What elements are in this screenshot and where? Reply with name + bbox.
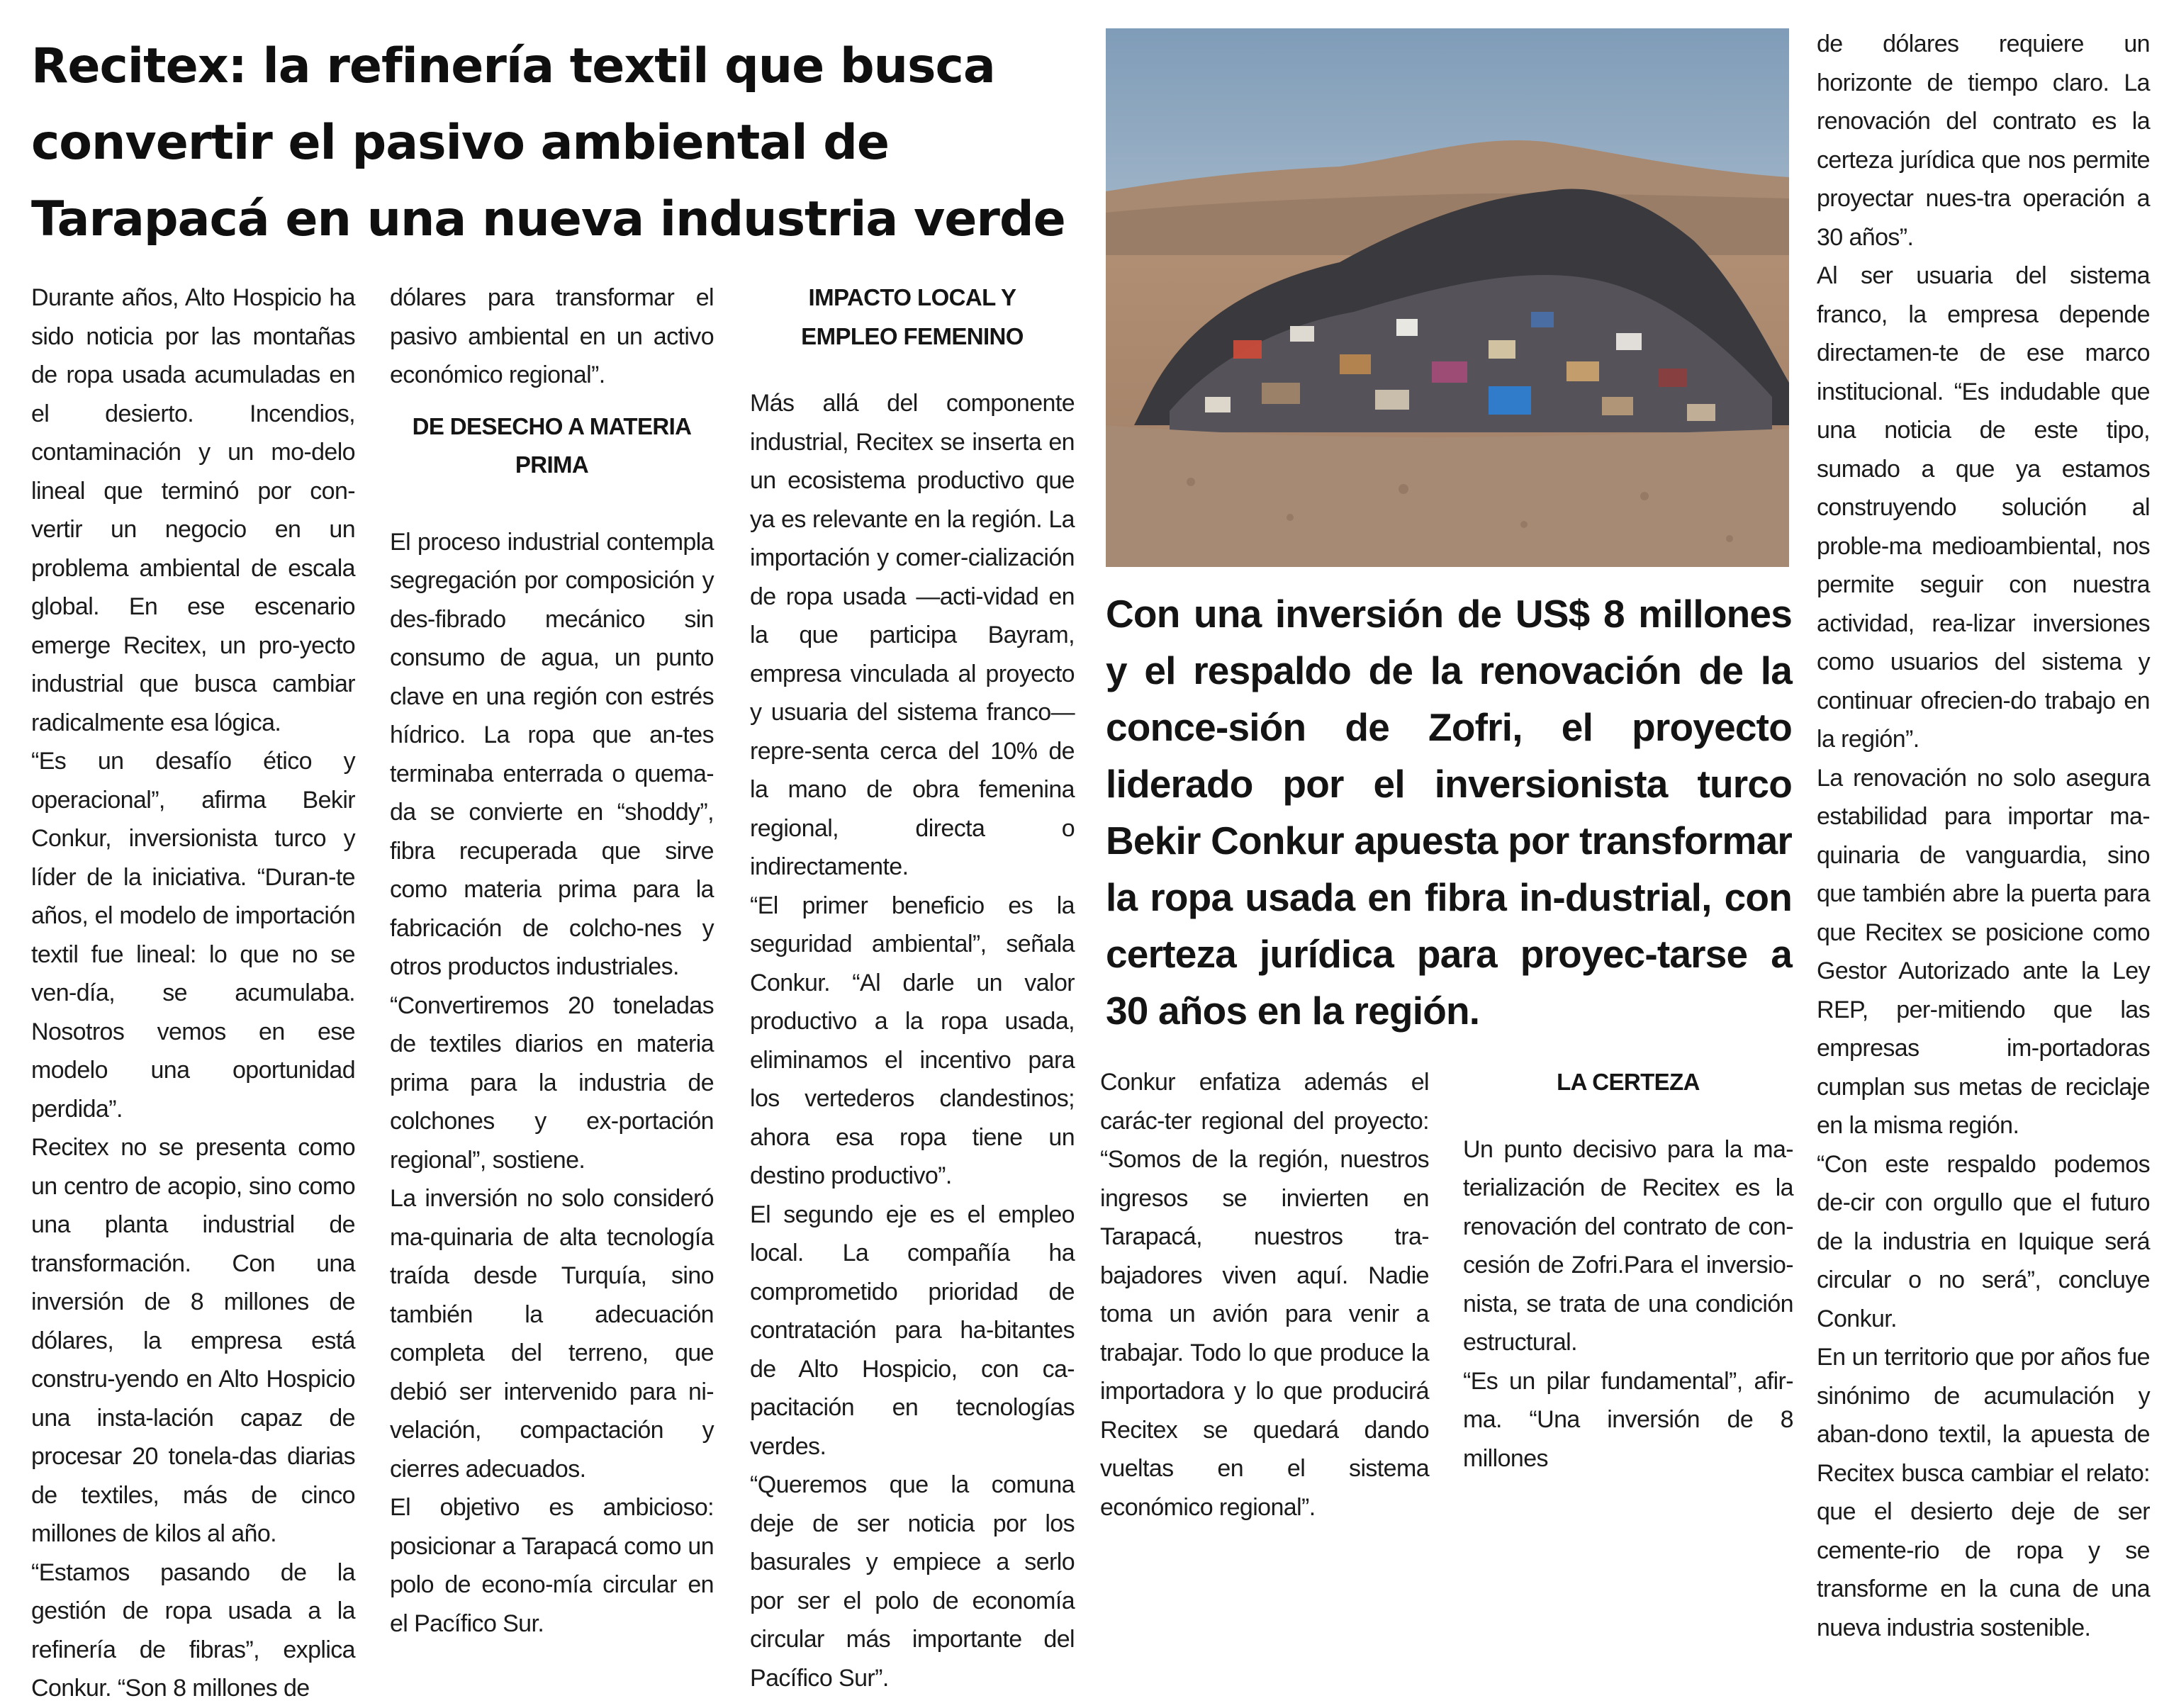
paragraph: El objetivo es ambicioso: posicionar a Tarapacá como un polo de econo-mía circular en el Pacífico Sur. [390,1494,714,1637]
paragraph: La inversión no solo consideró ma-quinaria de alta tecnología traída desde Turquía, sino también la adecuación completa del terreno, que debió ser intervenido para ni-velación, compactación y cierres adecuados. [390,1185,714,1483]
article-headline: Recitex: la refinería textil que busca convertir el pasivo ambiental de Tarapacá en una nueva industria verde [31,38,1065,247]
paragraph: Un punto decisivo para la ma-terialización de Recitex es la renovación del contrato de con-cesión de Zofri.Para el inversio-nista, se trata de una condición estructural. [1463,1135,1793,1356]
article-lede: Con una inversión de US$ 8 millones y el respaldo de la renovación de la conce-sión de Zofri, el proyecto liderado por el inversionista turco Bekir Conkur apuesta por transformar la ropa usada en fibra in-dustrial, con certeza jurídica para proyec-tarse a 30 años en la región. [1106,592,1792,1033]
paragraph: Más allá del componente industrial, Recitex se inserta en un ecosistema productivo que ya es relevante en la región. La importación y comer-cialización de ropa usada —acti-vidad en la que participa Bayram, empresa vinculada al proyecto y usuaria del sistema franco— repre-senta cerca del 10% de la mano de obra femenina regional, directa o indirectamente. [750,390,1075,880]
paragraph: La renovación no solo asegura estabilidad para importar ma-quinaria de vanguardia, sino que también abre la puerta para que Recitex se posicione como Gestor Autorizado ante la Ley REP, per-mitiendo que las empresas im-portadoras cumplan sus metas de reciclaje en la misma región. [1817,764,2150,1139]
paragraph: “Queremos que la comuna deje de ser noticia por los basurales y empiece a serlo por ser el polo de economía circular más importante del Pacífico Sur”. [750,1471,1075,1692]
paragraph: “Convertiremos 20 toneladas de textiles diarios en materia prima para la industria de colchones y ex-portación regional”, sostiene. [390,991,714,1174]
photo-illustration [1106,28,1789,567]
paragraph: de dólares requiere un horizonte de tiempo claro. La renovación del contrato es la certeza jurídica que nos permite proyectar nues-tra operación a 30 años”. [1817,30,2150,251]
paragraph: Al ser usuaria del sistema franco, la empresa depende directamen-te de ese marco institucional. “Es indudable que una noticia de este tipo, sumado a que ya estamos construyendo solución al proble-ma medioambiental, nos permite seguir con nuestra actividad, rea-lizar inversiones como usuarios del sistema y continuar ofrecien-do trabajo en la región”. [1817,262,2150,753]
section-heading-desecho: DE DESECHO A MATERIA PRIMA [412,412,692,478]
section-heading-line: EMPLEO FEMENINO [801,322,1024,349]
article-column-6 [1817,25,2150,1647]
paragraph: “Con este respaldo podemos de-cir con orgullo que el futuro de la industria en Iquique será circular o no será”, concluye Conkur. [1817,1150,2150,1332]
paragraph: “Estamos pasando de la gestión de ropa usada a la refinería de fibras”, explica Conkur. “Son 8 millones de [31,1558,355,1702]
article-column-1 [31,279,355,1708]
paragraph: “Es un desafío ético y operacional”, afirma Bekir Conkur, inversionista turco y líder de la iniciativa. “Duran-te años, el modelo de importación textil fue lineal: lo que no se ven-día, se acumulaba. Nosotros vemos en ese modelo una oportunidad perdida”. [31,748,355,1123]
article-column-5 [1463,1063,1793,1478]
article-column-4 [1100,1063,1429,1527]
paragraph: “Es un pilar fundamental”, afir-ma. “Una inversión de 8 millones [1463,1367,1793,1472]
landfill-photo [1106,28,1789,567]
paragraph: Recitex no se presenta como un centro de acopio, sino como una planta industrial de transformación. Con una inversión de 8 millones de dólares, la empresa está constru-yendo en Alto Hospicio una insta-lación capaz de procesar 20 tonela-das diarias de textiles, más de cinco millones de kilos al año. [31,1134,355,1547]
paragraph: Conkur enfatiza además el carác-ter regional del proyecto: “Somos de la región, nuestros ingresos se invierten en Tarapacá, nuestros tra-bajadores viven aquí. Nadie toma un avión para venir a trabajar. Todo lo que produce la importadora y lo que producirá Recitex se quedará dando vueltas en el sistema económico regional”. [1100,1069,1429,1521]
paragraph: El segundo eje es el empleo local. La compañía ha comprometido prioridad de contratación para ha-bitantes de Alto Hospicio, con ca-pacitación en tecnologías verdes. [750,1201,1075,1460]
paragraph: En un territorio que por años fue sinónimo de acumulación y aban-dono textil, la apuesta de Recitex busca cambiar el relato: que el desierto deje de ser cemente-rio de ropa y se transforme en la cuna de una nueva industria sostenible. [1817,1344,2150,1641]
paragraph: “El primer beneficio es la seguridad ambiental”, señala Conkur. “Al darle un valor productivo a la ropa usada, eliminamos el incentivo para los vertederos clandestinos; ahora esa ropa tiene un destino productivo”. [750,892,1075,1189]
section-heading-impacto [750,279,1075,356]
paragraph: dólares para transformar el pasivo ambiental en un activo económico regional”. [390,284,714,388]
section-heading-certeza: LA CERTEZA [1557,1069,1700,1095]
paragraph: Durante años, Alto Hospicio ha sido noticia por las montañas de ropa usada acumuladas en el desierto. Incendios, contaminación y un mo-delo lineal que terminó por con-vertir un negocio en un problema ambiental de escala global. En ese escenario emerge Recitex, un pro-yecto industrial que busca cambiar radicalmente esa lógica. [31,284,355,736]
article-column-3 [750,279,1075,1697]
article-column-2 [390,279,714,1643]
section-heading-line: IMPACTO LOCAL Y [808,284,1016,310]
paragraph: El proceso industrial contempla segregación por composición y des-fibrado mecánico sin consumo de agua, un punto clave en una región con estrés hídrico. La ropa que an-tes terminaba enterrada o quema-da se convierte en “shoddy”, fibra recuperada que sirve como materia prima para la fabricación de colcho-nes y otros productos industriales. [390,528,714,980]
